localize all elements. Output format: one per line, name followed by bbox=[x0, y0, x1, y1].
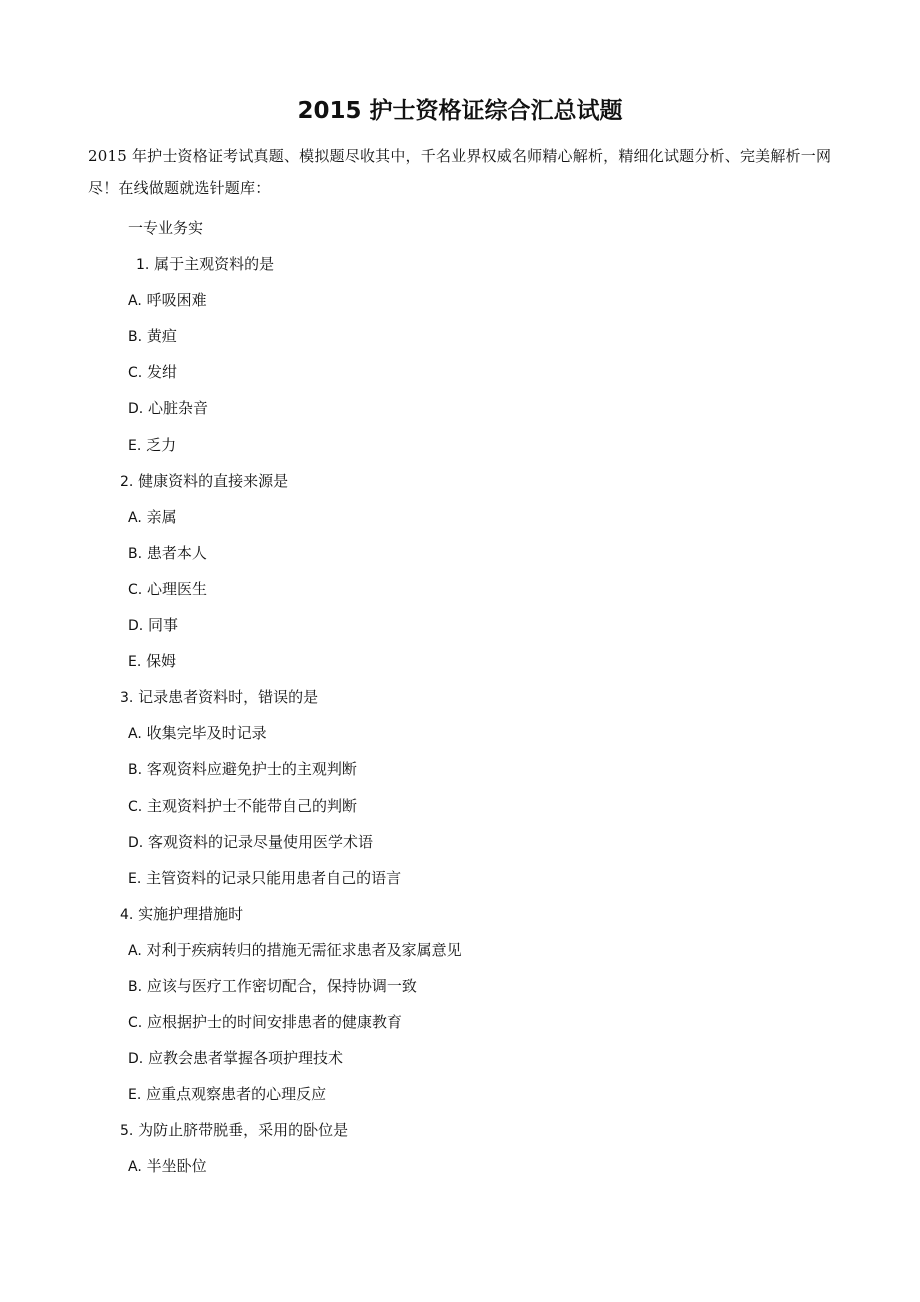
option-letter: C. bbox=[128, 798, 143, 815]
question-stem bbox=[0, 1112, 920, 1148]
question-text: 为防止脐带脱垂，采用的卧位是 bbox=[138, 1121, 349, 1140]
option-text: 收集完毕及时记录 bbox=[146, 724, 267, 743]
option-text: 主观资料护士不能带自己的判断 bbox=[147, 796, 358, 815]
option-letter: B. bbox=[128, 762, 143, 779]
option-letter: A. bbox=[128, 509, 142, 526]
answer-option bbox=[0, 390, 920, 426]
option-text: 客观资料的记录尽量使用医学术语 bbox=[148, 832, 374, 851]
option-text: 对利于疾病转归的措施无需征求患者及家属意见 bbox=[146, 940, 462, 959]
option-letter: A. bbox=[128, 293, 142, 310]
answer-option bbox=[0, 1040, 920, 1076]
answer-option bbox=[0, 968, 920, 1004]
option-letter: D. bbox=[128, 401, 144, 418]
option-text: 呼吸困难 bbox=[146, 291, 207, 310]
answer-option bbox=[0, 1004, 920, 1040]
answer-option bbox=[0, 282, 920, 318]
option-text: 保姆 bbox=[146, 652, 177, 671]
question-number: 2. bbox=[120, 473, 134, 490]
option-letter: D. bbox=[128, 618, 144, 635]
option-text: 心脏杂音 bbox=[148, 399, 209, 418]
option-text: 应教会患者掌握各项护理技术 bbox=[148, 1049, 344, 1068]
section-text: 一专业务实 bbox=[128, 219, 204, 237]
option-letter: E. bbox=[128, 870, 142, 887]
answer-option bbox=[0, 932, 920, 968]
option-letter: B. bbox=[128, 978, 143, 995]
option-letter: A. bbox=[128, 942, 142, 959]
section-heading bbox=[0, 210, 920, 246]
question-number: 1. bbox=[136, 257, 150, 274]
question-number: 3. bbox=[120, 690, 134, 707]
option-text: 发绀 bbox=[147, 363, 178, 382]
answer-option bbox=[0, 788, 920, 824]
question-number: 4. bbox=[120, 906, 134, 923]
answer-option bbox=[0, 607, 920, 643]
answer-option bbox=[0, 427, 920, 463]
question-stem bbox=[0, 679, 920, 715]
question-stem bbox=[0, 246, 920, 282]
question-text: 实施护理措施时 bbox=[138, 904, 244, 923]
answer-option bbox=[0, 354, 920, 390]
option-text: 应该与医疗工作密切配合，保持协调一致 bbox=[146, 976, 417, 995]
answer-option bbox=[0, 1076, 920, 1112]
option-letter: A. bbox=[128, 1159, 142, 1176]
option-letter: D. bbox=[128, 834, 144, 851]
option-letter: C. bbox=[128, 1015, 143, 1032]
answer-option bbox=[0, 751, 920, 787]
option-text: 乏力 bbox=[146, 435, 177, 454]
option-letter: D. bbox=[128, 1051, 144, 1068]
answer-option bbox=[0, 715, 920, 751]
option-letter: E. bbox=[128, 1087, 142, 1104]
option-text: 心理医生 bbox=[147, 579, 208, 598]
option-text: 应根据护士的时间安排患者的健康教育 bbox=[147, 1013, 403, 1032]
question-text: 健康资料的直接来源是 bbox=[138, 471, 289, 490]
question-text: 属于主观资料的是 bbox=[154, 255, 275, 274]
option-letter: C. bbox=[128, 365, 143, 382]
question-number: 5. bbox=[120, 1123, 134, 1140]
question-stem bbox=[0, 896, 920, 932]
option-letter: E. bbox=[128, 654, 142, 671]
answer-option bbox=[0, 860, 920, 896]
option-letter: B. bbox=[128, 329, 143, 346]
question-text: 记录患者资料时，错误的是 bbox=[138, 688, 319, 707]
answer-option bbox=[0, 318, 920, 354]
option-text: 黄疸 bbox=[146, 327, 177, 346]
option-letter: B. bbox=[128, 545, 143, 562]
option-text: 客观资料应避免护士的主观判断 bbox=[146, 760, 357, 779]
answer-option bbox=[0, 643, 920, 679]
answer-option bbox=[0, 824, 920, 860]
intro-paragraph: 2015 年护士资格证考试真题、模拟题尽收其中，千名业界权威名师精心解析，精细化试题分析、完美解析一网尽！在线做题就选针题库： bbox=[88, 147, 832, 197]
option-text: 主管资料的记录只能用患者自己的语言 bbox=[146, 868, 402, 887]
option-text: 同事 bbox=[148, 616, 179, 635]
option-text: 亲属 bbox=[146, 507, 177, 526]
option-text: 患者本人 bbox=[146, 543, 207, 562]
option-letter: C. bbox=[128, 581, 143, 598]
answer-option bbox=[0, 499, 920, 535]
question-list bbox=[0, 210, 920, 1185]
option-text: 应重点观察患者的心理反应 bbox=[146, 1085, 327, 1104]
answer-option bbox=[0, 535, 920, 571]
option-letter: E. bbox=[128, 437, 142, 454]
answer-option bbox=[0, 571, 920, 607]
document-title: 2015 护士资格证综合汇总试题 bbox=[297, 98, 623, 124]
option-text: 半坐卧位 bbox=[146, 1157, 207, 1176]
question-stem bbox=[0, 463, 920, 499]
answer-option bbox=[0, 1148, 920, 1184]
option-letter: A. bbox=[128, 726, 142, 743]
